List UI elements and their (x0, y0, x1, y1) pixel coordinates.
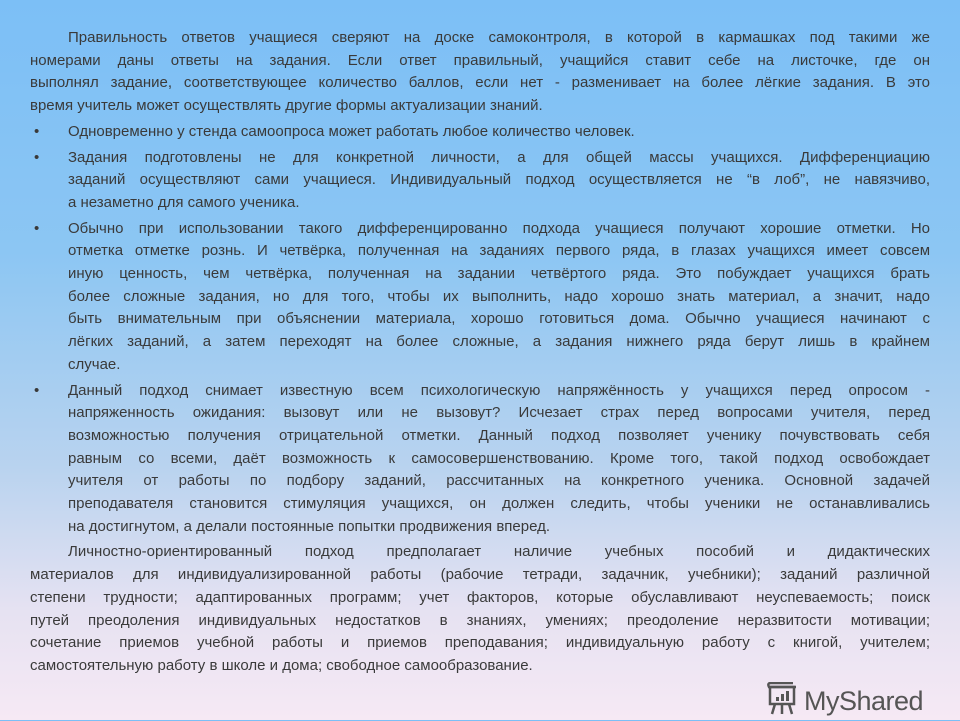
bullet-item (30, 218, 930, 377)
paragraph (30, 541, 930, 677)
text-line: Личностно-ориентированный подход предполагает наличие учебных пособий и дидактических (68, 543, 930, 561)
text-line: Правильность ответов учащиеся сверяют на доске самоконтроля, в которой в кармашках под такими же (68, 29, 930, 46)
text-line: самостоятельную работу в школе и дома; свободное самообразование. (30, 656, 533, 674)
text-line: Обычно при использовании такого дифференцированно подхода учащиеся получают хорошие отметки. Но (68, 219, 930, 237)
text-line: Данный подход снимает известную всем психологическую напряжённость у учащихся перед опросом - (68, 381, 930, 399)
text-line: степени трудности; адаптированных программ; учет факторов, которые обуславливают неуспеваемость; поиск (30, 588, 930, 606)
bullet-icon: • (34, 122, 40, 140)
text-line: номерами даны ответы на задания. Если ответ правильный, учащийся ставит себе на листочке, где он (30, 51, 930, 69)
text-line: отметка отметке рознь. И четвёрка, полученная на заданиях первого ряда, в глазах учащихся имеет совсем (68, 242, 930, 260)
slide-text (30, 27, 930, 681)
text-line: на достигнутом, а делали постоянные попытки продвижения вперед. (68, 517, 551, 535)
bullet-icon: • (34, 148, 40, 166)
text-line: более сложные задания, но для того, чтобы их выполнить, надо хорошо знать материал, а значит, надо (68, 287, 930, 305)
text-line: быть внимательным при объяснении материала, хорошо готовиться дома. Обычно учащиеся начинают с (68, 310, 930, 328)
text-line: время учитель может осуществлять другие формы актуализации знаний. (30, 97, 543, 115)
text-line: возможностью получения отрицательной отметки. Данный подход позволяет ученику почувствовать себя (68, 426, 930, 444)
text-line: лёгких заданий, а затем переходят на более сложные, а задания нижнего ряда берут лишь в крайнем (68, 333, 930, 351)
bullet-item (30, 147, 930, 215)
text-line: выполнял задание, соответствующее количество баллов, если нет - разменивает на более лёгкие задания. В это (30, 74, 930, 92)
text-line: Задания подготовлены не для конкретной личности, а для общей массы учащихся. Дифференциацию (68, 148, 930, 166)
presentation-board-icon (766, 682, 798, 721)
text-line: напряженность ожидания: вызовут или не вызовут? Исчезает страх перед вопросами учителя, перед (68, 404, 930, 422)
paragraph (30, 27, 930, 118)
text-line: учителя от работы по подбору заданий, рассчитанных на конкретного ученика. Основной задачей (68, 472, 930, 490)
logo-text: MyShared (804, 686, 924, 716)
text-line: равным со всеми, даёт возможность к самосовершенствованию. Кроме того, такой подход освобождает (68, 449, 930, 467)
text-line: сочетание приемов учебной работы и приемов преподавания; индивидуальную работу с книгой, учителем; (30, 634, 930, 652)
text-line: путей преодоления индивидуальных недостатков в знаниях, умениях; преодоление неразвитости мотивации; (30, 611, 930, 629)
myshared-logo[interactable] (766, 682, 923, 721)
text-line: иную ценность, чем четвёрка, полученная на задании четвёртого ряда. Это побуждает учащихся брать (68, 265, 930, 283)
bullet-icon: • (34, 381, 40, 399)
text-line: материалов для индивидуализированной работы (рабочие тетради, задачник, учебники); заданий различной (30, 566, 930, 584)
text-line: Одновременно у стенда самоопроса может работать любое количество человек. (68, 122, 635, 140)
text-line: а незаметно для самого ученика. (68, 193, 300, 211)
text-line: случае. (68, 355, 121, 373)
text-line: преподавателя становится стимуляция учащихся, он должен следить, чтобы ученики не останавливались (68, 495, 930, 513)
bullet-item (30, 121, 930, 144)
bullet-item (30, 380, 930, 539)
text-line: заданий осуществляют сами учащиеся. Индивидуальный подход осуществляется не “в лоб”, не навязчиво, (68, 171, 930, 189)
bullet-icon: • (34, 219, 40, 237)
